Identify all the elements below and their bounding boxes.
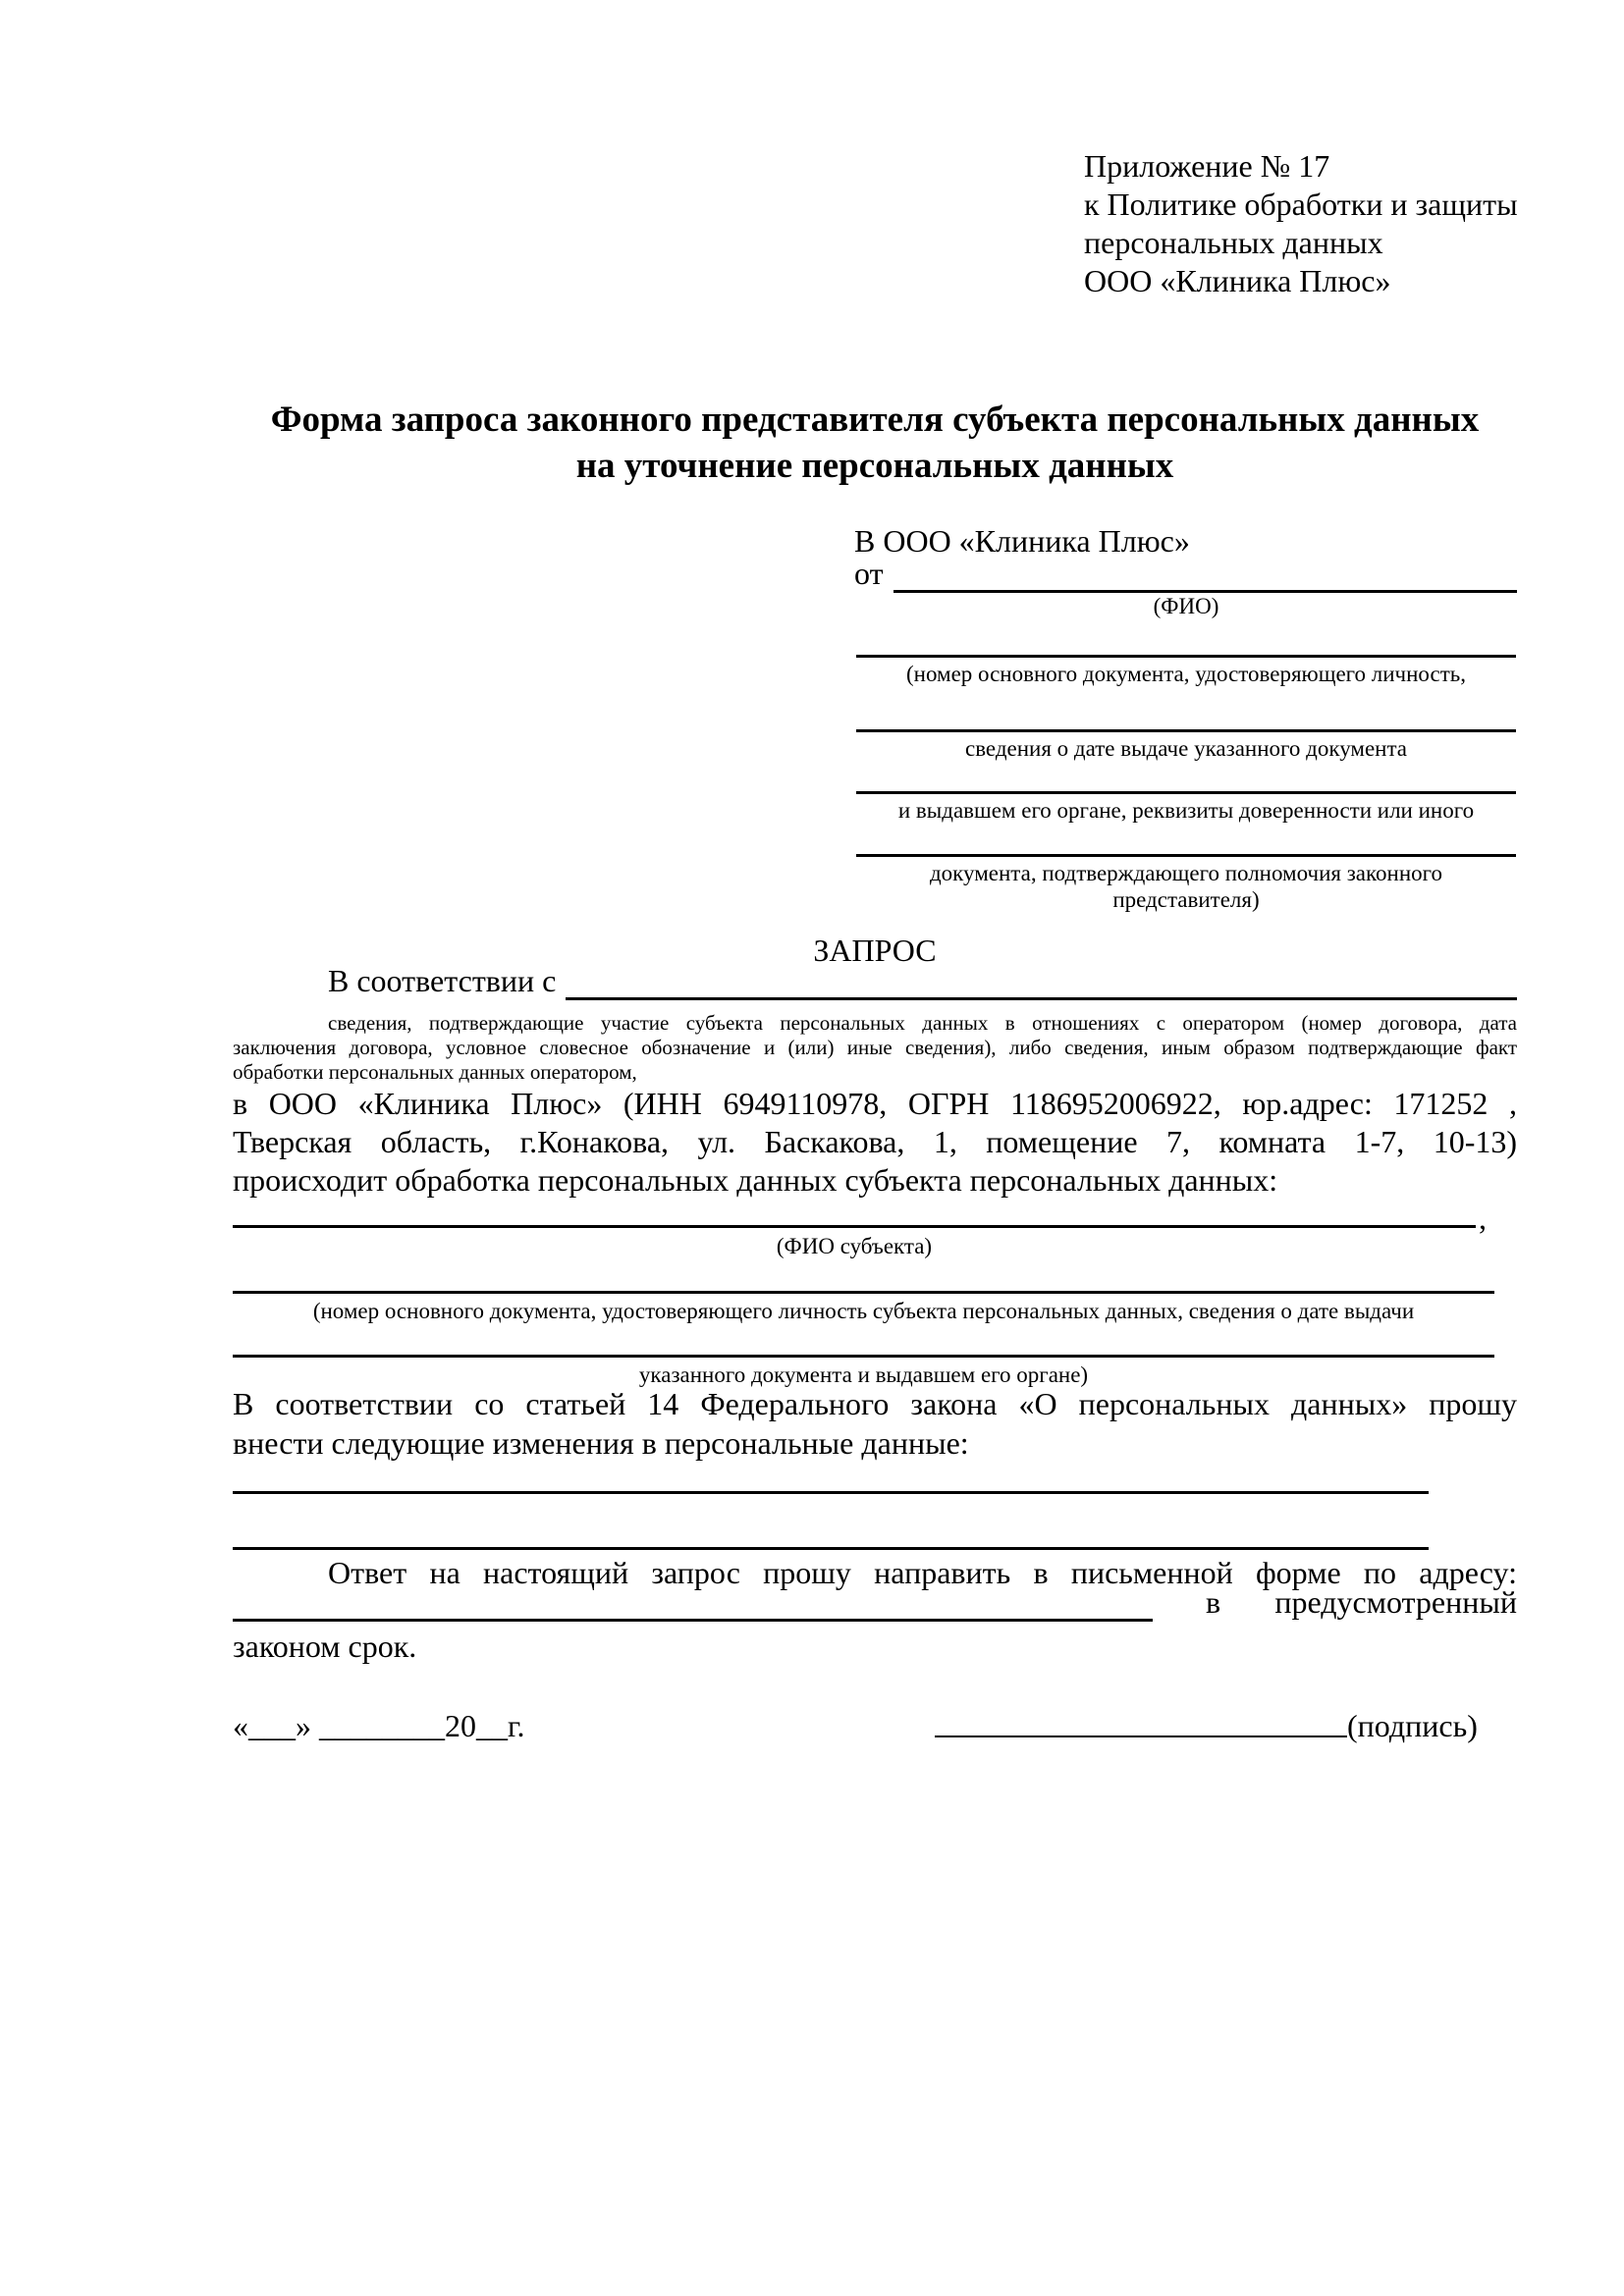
answer-line1: Ответ на настоящий запрос прошу направить в письменной форме по адресу: — [328, 1555, 1517, 1590]
subject-doc-caption: указанного документа и выдавшем его органе) — [638, 1362, 1089, 1387]
date-blank: «___» ________20__г. — [233, 1708, 525, 1743]
operator-paragraph — [233, 1085, 1517, 1200]
addressee-from-row — [854, 556, 1517, 593]
addressee-to: В ООО «Клиника Плюс» — [854, 523, 1190, 559]
address-blank-line — [233, 1618, 1153, 1622]
appendix-header-line: к Политике обработки и защиты — [1084, 187, 1518, 222]
answer-word: в — [1206, 1584, 1221, 1620]
subject-doc-blank-line — [233, 1355, 1494, 1358]
footnote-line: сведения, подтверждающие участие субъекта персональных данных в отношениях с оператором (номер договора, дата — [328, 1011, 1517, 1035]
subject-doc-blank-line — [233, 1291, 1494, 1294]
blank-line — [856, 854, 1516, 857]
subject-doc-caption: (номер основного документа, удостоверяющего личность субъекта персональных данных, сведения о дате выдачи — [312, 1299, 1415, 1323]
footnote-line: заключения договора, условное словесное обозначение и (или) иные сведения), либо сведения, иным образом подтверждающие факт — [233, 1036, 1517, 1059]
changes-blank-line — [233, 1547, 1429, 1550]
fio-caption: (ФИО) — [1153, 594, 1219, 618]
field-caption: (номер основного документа, удостоверяющего личность, — [905, 662, 1466, 686]
operator-line: в ООО «Клиника Плюс» (ИНН 6949110978, ОГРН 1186952006922, юр.адрес: 171252 , — [233, 1086, 1517, 1121]
law-paragraph — [233, 1384, 1517, 1463]
subject-fio-comma: , — [1479, 1201, 1487, 1236]
law-line: В соответствии со статьей 14 Федерального закона «О персональных данных» прошу — [233, 1386, 1517, 1421]
from-label: от — [854, 556, 884, 591]
field-caption: и выдавшем его органе, реквизиты доверенности или иного — [897, 798, 1475, 823]
field-caption: документа, подтверждающего полномочия законного представителя) — [929, 861, 1442, 912]
intro-label: В соответствии с — [328, 963, 557, 998]
subject-fio-blank-line — [233, 1225, 1476, 1228]
appendix-header-line: персональных данных — [1084, 225, 1383, 260]
footnote-line: обработки персональных данных оператором, — [233, 1060, 637, 1084]
answer-word: предусмотренный — [1274, 1584, 1517, 1620]
subject-fio-caption: (ФИО субъекта) — [776, 1234, 933, 1258]
intro-row — [233, 963, 1517, 1000]
blank-line — [856, 791, 1516, 794]
law-line: внести следующие изменения в персональные данные: — [233, 1425, 969, 1461]
document-title-line: на уточнение персональных данных — [575, 446, 1174, 486]
answer-address-row — [233, 1584, 1517, 1622]
appendix-header — [1084, 147, 1518, 300]
changes-blank-line — [233, 1491, 1429, 1494]
signature-caption: (подпись) — [1347, 1708, 1478, 1743]
request-heading: ЗАПРОС — [813, 933, 937, 968]
appendix-header-line: ООО «Клиника Плюс» — [1084, 263, 1391, 298]
blank-line — [856, 655, 1516, 658]
answer-line3: законом срок. — [233, 1629, 417, 1664]
field-caption: сведения о дате выдаче указанного документа — [964, 736, 1408, 761]
footnote-paragraph — [233, 1011, 1517, 1085]
intro-blank-line — [566, 996, 1517, 1000]
operator-line: происходит обработка персональных данных субъекта персональных данных: — [233, 1162, 1278, 1198]
appendix-header-line: Приложение № 17 — [1084, 148, 1330, 184]
operator-line: Тверская область, г.Конакова, ул. Баскакова, 1, помещение 7, комната 1-7, 10-13) — [233, 1124, 1517, 1159]
blank-line — [856, 729, 1516, 732]
signature-blank-line — [935, 1735, 1347, 1737]
document-title-line: Форма запроса законного представителя субъекта персональных данных — [270, 400, 1480, 440]
document-title — [233, 397, 1517, 489]
